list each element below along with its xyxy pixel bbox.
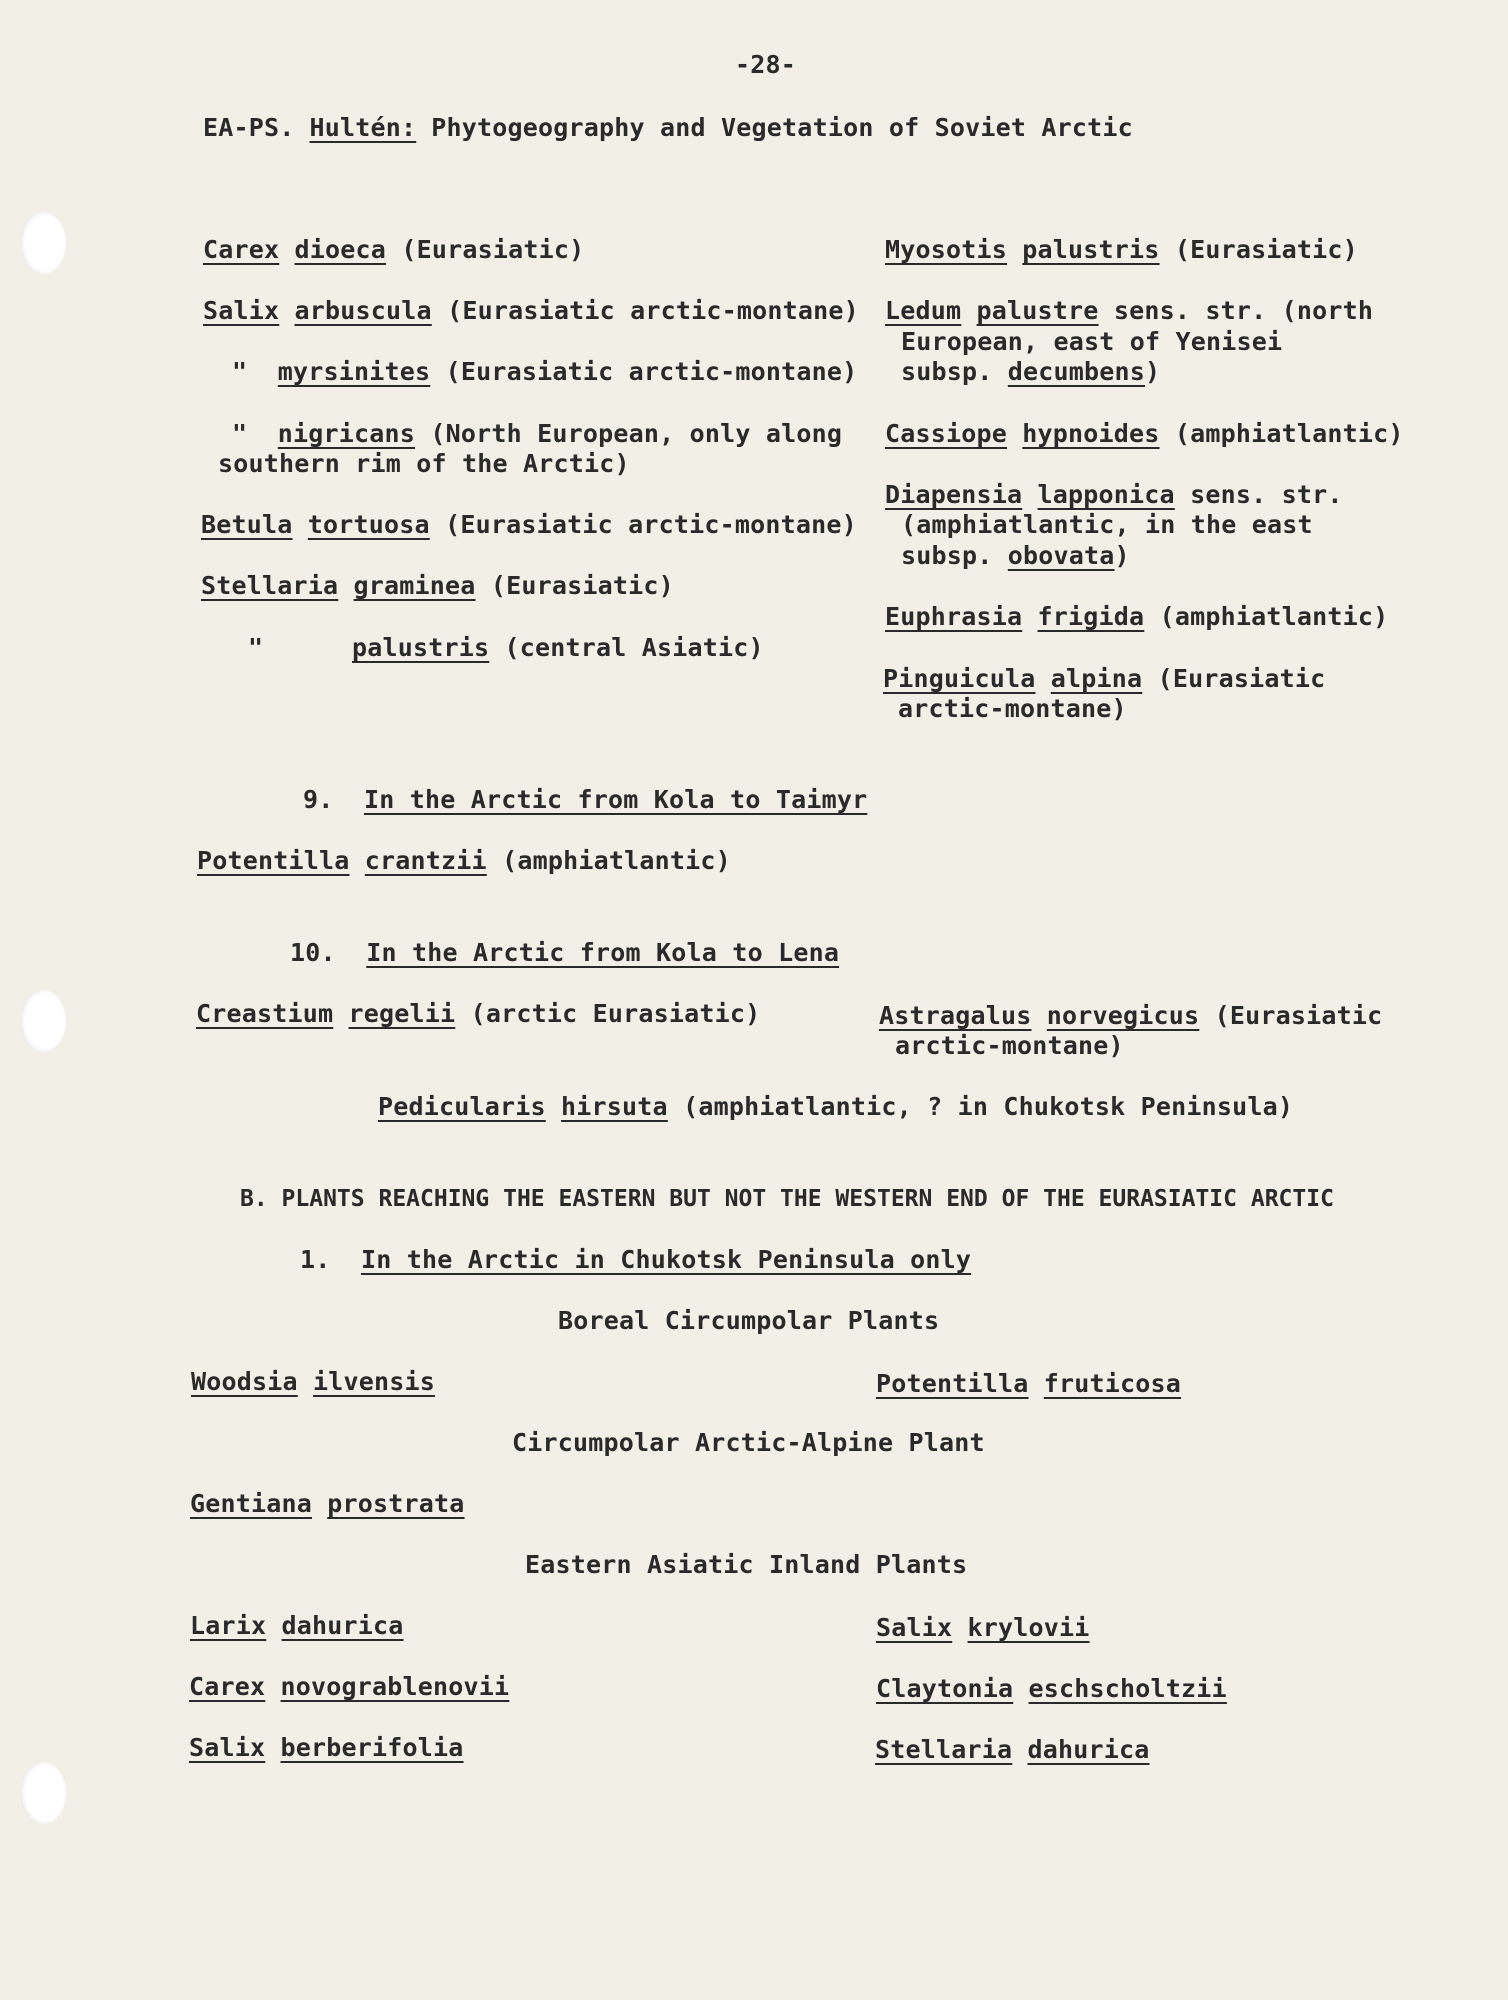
species-entry: Claytonia eschscholtzii <box>876 1674 1227 1703</box>
group-title: Circumpolar Arctic-Alpine Plant <box>512 1428 985 1457</box>
species-entry-continuation: (amphiatlantic, in the east <box>901 510 1313 539</box>
species-entry: Ledum palustre sens. str. (north <box>885 296 1374 325</box>
species-entry: Salix krylovii <box>876 1613 1090 1642</box>
species-entry: Salix arbuscula (Eurasiatic arctic-montane) <box>203 296 859 325</box>
species-entry-continuation: subsp. obovata) <box>901 541 1130 570</box>
species-entry: Diapensia lapponica sens. str. <box>885 480 1343 509</box>
species-entry-continuation: arctic-montane) <box>895 1031 1124 1060</box>
section-heading: 9. In the Arctic from Kola to Taimyr <box>303 785 868 814</box>
species-entry: Carex dioeca (Eurasiatic) <box>203 235 585 264</box>
species-entry: Pinguicula alpina (Eurasiatic <box>883 664 1326 693</box>
header-title: Phytogeography and Vegetation of Soviet Arctic <box>431 113 1133 142</box>
species-entry: Stellaria dahurica <box>875 1735 1150 1764</box>
species-entry: Pedicularis hirsuta (amphiatlantic, ? in Chukotsk Peninsula) <box>378 1092 1294 1121</box>
species-entry: Myosotis palustris (Eurasiatic) <box>885 235 1358 264</box>
species-entry: Creastium regelii (arctic Eurasiatic) <box>196 999 761 1028</box>
group-title: Eastern Asiatic Inland Plants <box>525 1550 968 1579</box>
header-author: Hultén: <box>309 113 417 142</box>
species-entry: Betula tortuosa (Eurasiatic arctic-montane) <box>201 510 857 539</box>
species-entry: Potentilla crantzii (amphiatlantic) <box>197 846 731 875</box>
species-entry: Cassiope hypnoides (amphiatlantic) <box>885 419 1404 448</box>
punch-hole <box>20 1762 66 1824</box>
species-entry: Larix dahurica <box>190 1611 404 1640</box>
punch-hole <box>20 990 66 1052</box>
species-entry: " nigricans (North European, only along <box>232 419 843 448</box>
species-entry: Potentilla fruticosa <box>876 1369 1182 1398</box>
species-entry: Woodsia ilvensis <box>191 1367 436 1396</box>
species-entry-continuation: European, east of Yenisei <box>901 327 1283 356</box>
species-entry: Carex novograblenovii <box>189 1672 510 1701</box>
header-code: EA-PS. <box>203 113 295 142</box>
group-title: Boreal Circumpolar Plants <box>558 1306 940 1335</box>
species-entry: Gentiana prostrata <box>190 1489 465 1518</box>
page-header <box>203 113 1133 143</box>
ditto-mark: " <box>248 633 264 662</box>
species-entry: palustris (central Asiatic) <box>352 633 764 662</box>
section-heading: 10. In the Arctic from Kola to Lena <box>290 938 840 967</box>
species-entry: " myrsinites (Eurasiatic arctic-montane) <box>232 357 858 386</box>
species-entry: Stellaria graminea (Eurasiatic) <box>201 571 674 600</box>
page-number: -28- <box>735 50 797 79</box>
section-b-heading: B. PLANTS REACHING THE EASTERN BUT NOT THE WESTERN END OF THE EURASIATIC ARCTIC <box>240 1186 1334 1212</box>
species-entry-continuation: subsp. decumbens) <box>901 357 1161 386</box>
subsection-heading: 1. In the Arctic in Chukotsk Peninsula only <box>300 1245 972 1274</box>
species-entry: Astragalus norvegicus (Eurasiatic <box>879 1001 1383 1030</box>
species-entry: Salix berberifolia <box>189 1733 464 1762</box>
ditto-mark: " <box>232 419 248 448</box>
ditto-mark: " <box>232 357 248 386</box>
punch-hole <box>20 212 66 274</box>
species-entry-continuation: arctic-montane) <box>898 694 1127 723</box>
species-entry-continuation: southern rim of the Arctic) <box>218 449 630 478</box>
species-entry: Euphrasia frigida (amphiatlantic) <box>885 602 1389 631</box>
